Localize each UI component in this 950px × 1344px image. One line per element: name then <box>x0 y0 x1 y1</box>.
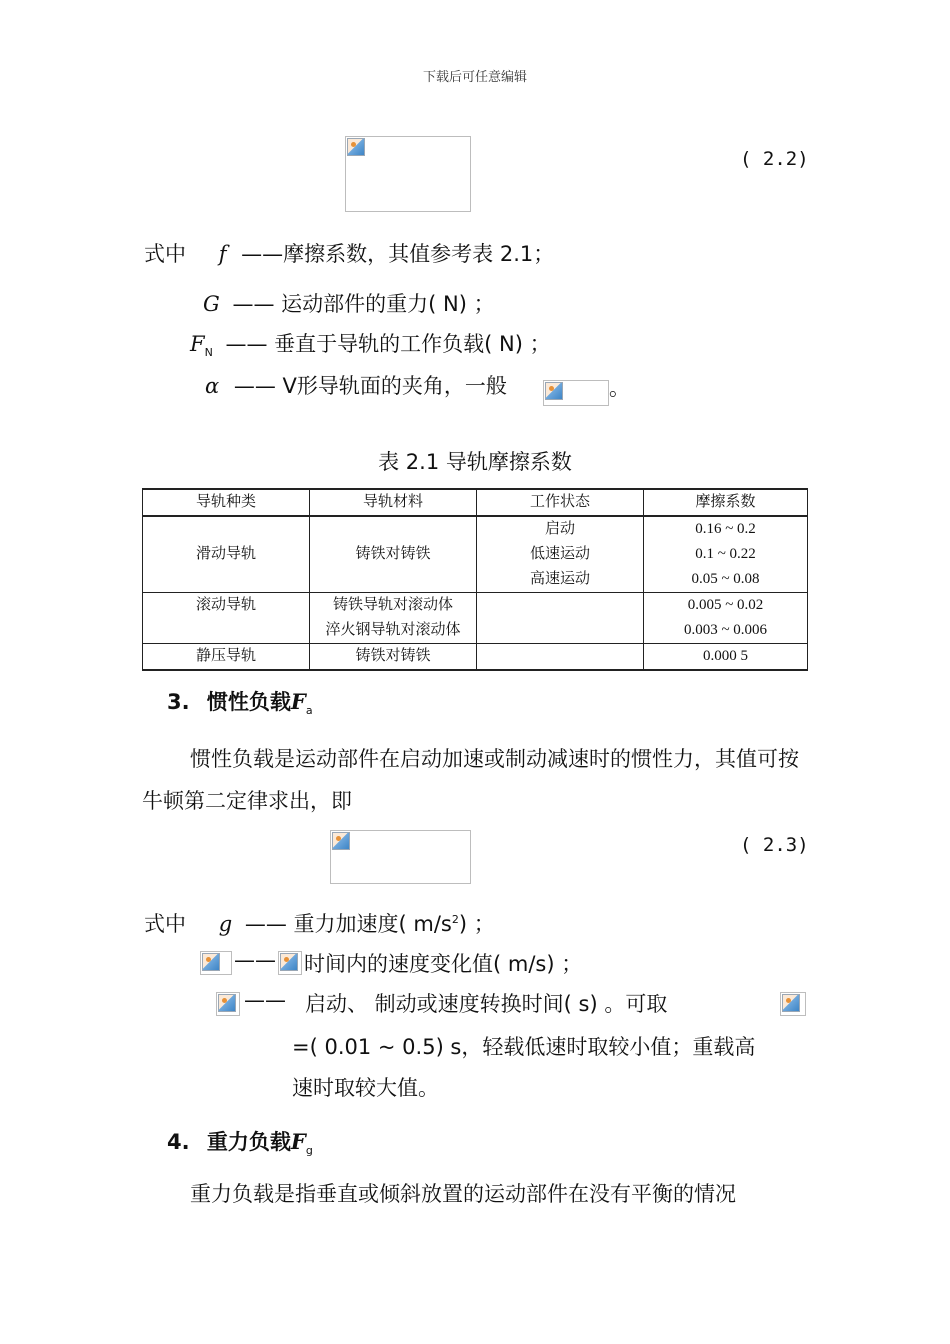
table-row <box>143 516 808 542</box>
definition-g <box>144 908 495 938</box>
equation-2-2-image <box>345 136 471 212</box>
section-3-subscript: a <box>305 704 313 718</box>
cell-slide-state: 低速运动 <box>477 542 644 567</box>
definition-alpha-end: 。 <box>609 376 630 400</box>
cell-roll-state <box>477 593 644 644</box>
equation-2-3-image <box>330 830 471 884</box>
header-material: 导轨材料 <box>310 489 477 516</box>
section-4-title: 重力负载 <box>206 1130 291 1154</box>
definition-FN <box>190 328 551 359</box>
cell-slide-state: 启动 <box>477 516 644 542</box>
cell-slide-coeff: 0.16 ~ 0.2 <box>644 516 808 542</box>
section-3-title: 惯性负载 <box>206 690 291 714</box>
definition-dv-text: 时间内的速度变化值( m/s) ； <box>304 952 583 976</box>
section-3-number: 3. <box>167 690 190 714</box>
symbol-FN: F <box>190 332 205 356</box>
broken-image-icon <box>347 138 365 156</box>
broken-image-icon <box>332 832 350 850</box>
symbol-g: g <box>218 912 233 936</box>
section-3-heading <box>167 686 313 717</box>
cell-roll-material: 淬火钢导轨对滚动体 <box>310 618 477 644</box>
cell-static-state <box>477 644 644 671</box>
page-header: 下载后可任意编辑 <box>422 70 527 85</box>
cell-slide-material: 铸铁对铸铁 <box>310 516 477 593</box>
broken-image-icon <box>218 994 236 1012</box>
cell-slide-state: 高速运动 <box>477 567 644 593</box>
definition-FN-text: —— 垂直于导轨的工作负载( N) ； <box>225 332 551 356</box>
definition-g-end: ) ； <box>458 912 495 936</box>
table-caption: 表 2.1 导轨摩擦系数 <box>378 450 572 474</box>
friction-table <box>142 488 808 671</box>
definition-dt-line3: 速时取较大值。 <box>292 1076 439 1100</box>
definition-intro: 式中 <box>144 242 186 266</box>
broken-image-icon <box>782 994 800 1012</box>
delta-v-image <box>200 951 232 975</box>
definition-f <box>144 238 554 268</box>
symbol-G: G <box>203 292 220 316</box>
table-header-row <box>143 489 808 516</box>
equation-2-3-number: ( 2.3) <box>740 834 809 856</box>
symbol-f: f <box>218 242 227 266</box>
section-3-symbol: F <box>290 689 306 714</box>
definition2-intro: 式中 <box>144 912 186 936</box>
definition-dt-line2: =( 0.01 ~ 0.5) s，轻载低速时取较小值；重载高 <box>292 1035 756 1059</box>
definition-G <box>203 288 495 318</box>
cell-slide-coeff: 0.05 ~ 0.08 <box>644 567 808 593</box>
delta-t-value-image <box>780 992 806 1016</box>
definition-dv-dash: —— <box>234 948 276 972</box>
cell-roll-material: 铸铁导轨对滚动体 <box>310 593 477 619</box>
definition-alpha-text: —— V形导轨面的夹角，一般 <box>233 374 507 398</box>
section-4-heading <box>167 1126 313 1157</box>
definition-dt-dash: —— <box>244 988 286 1012</box>
broken-image-icon <box>545 382 563 400</box>
table-row <box>143 644 808 671</box>
header-state: 工作状态 <box>477 489 644 516</box>
cell-static-material: 铸铁对铸铁 <box>310 644 477 671</box>
symbol-alpha: α <box>205 374 220 398</box>
section-4-symbol: F <box>290 1129 306 1154</box>
header-coefficient: 摩擦系数 <box>644 489 808 516</box>
delta-t-image <box>216 992 240 1016</box>
cell-static-type: 静压导轨 <box>143 644 310 671</box>
cell-static-coeff: 0.000 5 <box>644 644 808 671</box>
section-4-subscript: g <box>305 1144 313 1158</box>
delta-t-inline-image <box>278 951 302 975</box>
symbol-FN-subscript: N <box>204 346 213 360</box>
definition-f-text: ——摩擦系数，其值参考表 2.1； <box>241 242 555 266</box>
broken-image-icon <box>202 953 220 971</box>
section-4-paragraph: 重力负载是指垂直或倾斜放置的运动部件在没有平衡的情况 <box>190 1182 736 1206</box>
section-4-number: 4. <box>167 1130 190 1154</box>
cell-roll-type: 滚动导轨 <box>143 593 310 644</box>
definition-g-superscript: 2 <box>451 913 459 926</box>
cell-slide-type: 滑动导轨 <box>143 516 310 593</box>
alpha-value-image <box>543 380 609 406</box>
cell-roll-coeff: 0.005 ~ 0.02 <box>644 593 808 619</box>
definition-G-text: —— 运动部件的重力( N) ； <box>232 292 495 316</box>
section-3-paragraph: 惯性负载是运动部件在启动加速或制动减速时的惯性力，其值可按牛顿第二定律求出，即 <box>142 747 799 813</box>
cell-roll-coeff: 0.003 ~ 0.006 <box>644 618 808 644</box>
broken-image-icon <box>280 953 298 971</box>
cell-slide-coeff: 0.1 ~ 0.22 <box>644 542 808 567</box>
definition-g-text: —— 重力加速度( m/s <box>244 912 452 936</box>
header-type: 导轨种类 <box>143 489 310 516</box>
equation-2-2-number: ( 2.2) <box>740 148 809 170</box>
definition-dt-text: 启动、 制动或速度转换时间( s) 。可取 <box>305 992 668 1016</box>
table-row <box>143 593 808 619</box>
definition-alpha <box>205 370 507 400</box>
